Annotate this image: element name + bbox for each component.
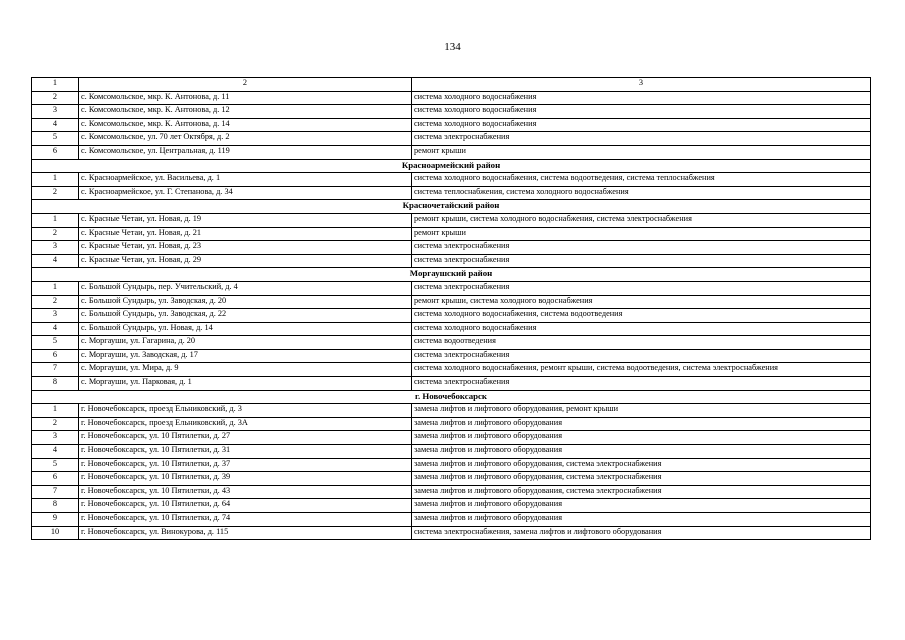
works-cell: замена лифтов и лифтового оборудования: [412, 417, 871, 431]
address-cell: г. Новочебоксарск, ул. 10 Пятилетки, д. 31: [79, 445, 412, 459]
works-cell: ремонт крыши, система холодного водоснабжения: [412, 295, 871, 309]
column-header-2: 2: [79, 78, 412, 92]
page-number: 134: [444, 41, 461, 53]
table-row: [32, 445, 871, 459]
table-row: [32, 472, 871, 486]
address-cell: г. Новочебоксарск, ул. 10 Пятилетки, д. 43: [79, 485, 412, 499]
address-cell: с. Моргауши, ул. Заводская, д. 17: [79, 349, 412, 363]
table-row: [32, 91, 871, 105]
address-cell: г. Новочебоксарск, проезд Ельниковский, д. 3А: [79, 417, 412, 431]
table-row: [32, 336, 871, 350]
table-row: [32, 309, 871, 323]
table-row: [32, 145, 871, 159]
table-row: [32, 254, 871, 268]
works-cell: ремонт крыши: [412, 145, 871, 159]
table-row: [32, 526, 871, 540]
works-cell: система холодного водоснабжения: [412, 322, 871, 336]
table-row: [32, 499, 871, 513]
table-body: [32, 78, 871, 540]
row-number-cell: 2: [32, 417, 79, 431]
works-cell: замена лифтов и лифтового оборудования: [412, 445, 871, 459]
column-header-3: 3: [412, 78, 871, 92]
row-number-cell: 2: [32, 295, 79, 309]
table-row: [32, 404, 871, 418]
row-number-cell: 5: [32, 132, 79, 146]
works-cell: система электроснабжения, замена лифтов и лифтового оборудования: [412, 526, 871, 540]
row-number-cell: 4: [32, 118, 79, 132]
works-cell: замена лифтов и лифтового оборудования, система электроснабжения: [412, 458, 871, 472]
address-cell: с. Красные Четаи, ул. Новая, д. 21: [79, 227, 412, 241]
row-number-cell: 8: [32, 499, 79, 513]
row-number-cell: 2: [32, 91, 79, 105]
address-cell: с. Комсомольское, мкр. К. Антонова, д. 12: [79, 105, 412, 119]
works-cell: замена лифтов и лифтового оборудования, система электроснабжения: [412, 485, 871, 499]
table-row: [32, 377, 871, 391]
works-cell: замена лифтов и лифтового оборудования: [412, 513, 871, 527]
row-number-cell: 6: [32, 145, 79, 159]
table-row: [32, 213, 871, 227]
table-row: [32, 186, 871, 200]
table-row: [32, 105, 871, 119]
table-header-row: [32, 78, 871, 92]
section-heading-row: [32, 390, 871, 404]
address-cell: с. Моргауши, ул. Гагарина, д. 20: [79, 336, 412, 350]
address-cell: с. Комсомольское, мкр. К. Антонова, д. 11: [79, 91, 412, 105]
address-cell: с. Красноармейское, ул. Г. Степанова, д. 34: [79, 186, 412, 200]
address-cell: с. Большой Сундырь, ул. Новая, д. 14: [79, 322, 412, 336]
works-cell: ремонт крыши: [412, 227, 871, 241]
address-cell: г. Новочебоксарск, ул. Винокурова, д. 115: [79, 526, 412, 540]
table-row: [32, 485, 871, 499]
address-cell: с. Красные Четаи, ул. Новая, д. 29: [79, 254, 412, 268]
table-row: [32, 417, 871, 431]
section-heading: Моргаушский район: [32, 268, 871, 282]
row-number-cell: 4: [32, 254, 79, 268]
row-number-cell: 1: [32, 173, 79, 187]
works-cell: замена лифтов и лифтового оборудования: [412, 431, 871, 445]
row-number-cell: 10: [32, 526, 79, 540]
column-header-1: 1: [32, 78, 79, 92]
section-heading: Красноармейский район: [32, 159, 871, 173]
section-heading-row: [32, 159, 871, 173]
address-cell: с. Комсомольское, ул. 70 лет Октября, д. 2: [79, 132, 412, 146]
table-row: [32, 173, 871, 187]
row-number-cell: 3: [32, 105, 79, 119]
row-number-cell: 1: [32, 213, 79, 227]
table-row: [32, 281, 871, 295]
section-heading: Красночетайский район: [32, 200, 871, 214]
table-row: [32, 118, 871, 132]
address-cell: г. Новочебоксарск, ул. 10 Пятилетки, д. 39: [79, 472, 412, 486]
row-number-cell: 5: [32, 336, 79, 350]
address-cell: г. Новочебоксарск, проезд Ельниковский, д. 3: [79, 404, 412, 418]
works-cell: система электроснабжения: [412, 377, 871, 391]
address-cell: с. Комсомольское, мкр. К. Антонова, д. 14: [79, 118, 412, 132]
works-cell: замена лифтов и лифтового оборудования, система электроснабжения: [412, 472, 871, 486]
address-cell: с. Большой Сундырь, пер. Учительский, д. 4: [79, 281, 412, 295]
address-cell: г. Новочебоксарск, ул. 10 Пятилетки, д. 27: [79, 431, 412, 445]
table-row: [32, 322, 871, 336]
works-cell: система холодного водоснабжения: [412, 91, 871, 105]
row-number-cell: 3: [32, 241, 79, 255]
works-cell: система электроснабжения: [412, 132, 871, 146]
address-cell: г. Новочебоксарск, ул. 10 Пятилетки, д. 64: [79, 499, 412, 513]
address-cell: с. Красноармейское, ул. Васильева, д. 1: [79, 173, 412, 187]
works-cell: система холодного водоснабжения: [412, 105, 871, 119]
row-number-cell: 4: [32, 445, 79, 459]
table-row: [32, 241, 871, 255]
row-number-cell: 4: [32, 322, 79, 336]
row-number-cell: 7: [32, 363, 79, 377]
table-row: [32, 363, 871, 377]
row-number-cell: 8: [32, 377, 79, 391]
row-number-cell: 6: [32, 349, 79, 363]
address-cell: с. Комсомольское, ул. Центральная, д. 119: [79, 145, 412, 159]
row-number-cell: 5: [32, 458, 79, 472]
row-number-cell: 6: [32, 472, 79, 486]
table-row: [32, 458, 871, 472]
table-row: [32, 431, 871, 445]
table-row: [32, 513, 871, 527]
address-cell: с. Красные Четаи, ул. Новая, д. 19: [79, 213, 412, 227]
address-cell: г. Новочебоксарск, ул. 10 Пятилетки, д. 74: [79, 513, 412, 527]
works-cell: система водоотведения: [412, 336, 871, 350]
section-heading: г. Новочебоксарск: [32, 390, 871, 404]
address-cell: с. Моргауши, ул. Парковая, д. 1: [79, 377, 412, 391]
row-number-cell: 7: [32, 485, 79, 499]
works-cell: система холодного водоснабжения, система водоотведения: [412, 309, 871, 323]
row-number-cell: 2: [32, 227, 79, 241]
section-heading-row: [32, 200, 871, 214]
row-number-cell: 1: [32, 404, 79, 418]
address-cell: с. Красные Четаи, ул. Новая, д. 23: [79, 241, 412, 255]
table-row: [32, 349, 871, 363]
works-cell: система холодного водоснабжения, ремонт крыши, система водоотведения, система электроснабжения: [412, 363, 871, 377]
table-row: [32, 132, 871, 146]
works-cell: система теплоснабжения, система холодного водоснабжения: [412, 186, 871, 200]
section-heading-row: [32, 268, 871, 282]
works-cell: система электроснабжения: [412, 254, 871, 268]
works-cell: система холодного водоснабжения: [412, 118, 871, 132]
address-cell: с. Моргауши, ул. Мира, д. 9: [79, 363, 412, 377]
address-cell: г. Новочебоксарск, ул. 10 Пятилетки, д. 37: [79, 458, 412, 472]
row-number-cell: 2: [32, 186, 79, 200]
address-cell: с. Большой Сундырь, ул. Заводская, д. 20: [79, 295, 412, 309]
row-number-cell: 9: [32, 513, 79, 527]
table-row: [32, 295, 871, 309]
table-row: [32, 227, 871, 241]
row-number-cell: 3: [32, 431, 79, 445]
works-cell: система электроснабжения: [412, 349, 871, 363]
row-number-cell: 3: [32, 309, 79, 323]
works-cell: замена лифтов и лифтового оборудования, ремонт крыши: [412, 404, 871, 418]
row-number-cell: 1: [32, 281, 79, 295]
works-cell: замена лифтов и лифтового оборудования: [412, 499, 871, 513]
works-cell: система электроснабжения: [412, 281, 871, 295]
works-cell: ремонт крыши, система холодного водоснабжения, система электроснабжения: [412, 213, 871, 227]
works-cell: система электроснабжения: [412, 241, 871, 255]
works-cell: система холодного водоснабжения, система водоотведения, система теплоснабжения: [412, 173, 871, 187]
address-cell: с. Большой Сундырь, ул. Заводская, д. 22: [79, 309, 412, 323]
works-table: [31, 77, 871, 540]
